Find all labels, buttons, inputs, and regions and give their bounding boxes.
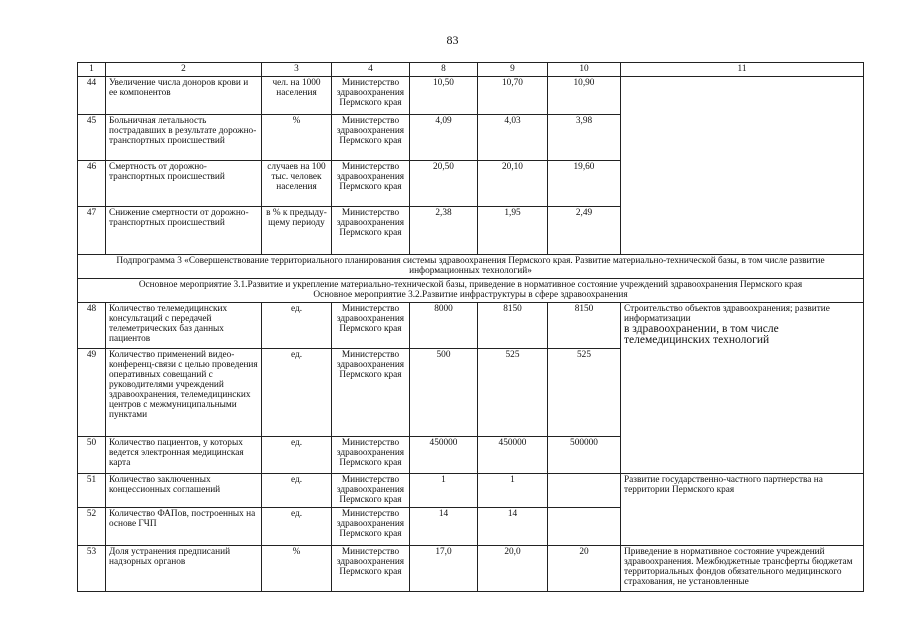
table-row — [78, 303, 864, 349]
table-row — [78, 474, 864, 508]
value-col10: 8150 — [548, 303, 621, 349]
responsible-org: Министерство здравоохранения Пермского края — [332, 508, 410, 546]
responsible-org: Министерство здравоохранения Пермского края — [332, 207, 410, 255]
header-cell: 8 — [410, 63, 478, 77]
responsible-org: Министерство здравоохранения Пермского края — [332, 161, 410, 207]
value-col10 — [548, 474, 621, 508]
header-cell: 3 — [262, 63, 332, 77]
indicator-name: Количество пациентов, у которых ведется электронная медицинская карта — [106, 437, 262, 474]
responsible-org: Министерство здравоохранения Пермского края — [332, 546, 410, 592]
indicators-table — [77, 62, 864, 592]
value-col10: 20 — [548, 546, 621, 592]
responsible-org: Министерство здравоохранения Пермского края — [332, 349, 410, 437]
unit: в % к предыду-щему периоду — [262, 207, 332, 255]
value-col9: 8150 — [478, 303, 548, 349]
note-51: Развитие государственно-частного партнерства на территории Пермского края — [621, 474, 864, 546]
row-number: 48 — [78, 303, 106, 349]
value-col10 — [548, 508, 621, 546]
unit: ед. — [262, 437, 332, 474]
value-col10: 2,49 — [548, 207, 621, 255]
header-row — [78, 63, 864, 77]
unit: случаев на 100 тыс. человек населения — [262, 161, 332, 207]
responsible-org: Министерство здравоохранения Пермского края — [332, 303, 410, 349]
header-cell: 9 — [478, 63, 548, 77]
header-cell: 11 — [621, 63, 864, 77]
value-col9: 450000 — [478, 437, 548, 474]
indicator-name: Количество заключенных концессионных соглашений — [106, 474, 262, 508]
value-col8: 4,09 — [410, 115, 478, 161]
value-col8: 20,50 — [410, 161, 478, 207]
row-number: 47 — [78, 207, 106, 255]
unit: ед. — [262, 349, 332, 437]
indicator-name: Больничная летальность пострадавших в результате дорожно-транспортных происшествий — [106, 115, 262, 161]
value-col9: 14 — [478, 508, 548, 546]
indicator-name: Доля устранения предписаний надзорных органов — [106, 546, 262, 592]
responsible-org: Министерство здравоохранения Пермского края — [332, 437, 410, 474]
unit: чел. на 1000 населения — [262, 77, 332, 115]
header-cell: 2 — [106, 63, 262, 77]
value-col9: 1 — [478, 474, 548, 508]
value-col10: 525 — [548, 349, 621, 437]
value-col9: 1,95 — [478, 207, 548, 255]
note-48-large: в здравоохранении, в том числе телемедицинских технологий — [624, 323, 779, 346]
responsible-org: Министерство здравоохранения Пермского края — [332, 115, 410, 161]
notes-empty — [621, 77, 864, 255]
header-cell: 1 — [78, 63, 106, 77]
value-col10: 500000 — [548, 437, 621, 474]
indicator-name: Увеличение числа доноров крови и ее компонентов — [106, 77, 262, 115]
note-48-small: Строительство объектов здравоохранения; развитие информатизации — [624, 304, 830, 324]
value-col8: 1 — [410, 474, 478, 508]
value-col8: 10,50 — [410, 77, 478, 115]
value-col9: 525 — [478, 349, 548, 437]
value-col8: 14 — [410, 508, 478, 546]
value-col9: 20,10 — [478, 161, 548, 207]
indicator-name: Снижение смертности от дорожно-транспортных происшествий — [106, 207, 262, 255]
row-number: 52 — [78, 508, 106, 546]
value-col8: 2,38 — [410, 207, 478, 255]
unit: % — [262, 546, 332, 592]
main-event-2: Основное мероприятие 3.2.Развитие инфраструктуры в сфере здравоохранения — [313, 290, 628, 300]
unit: ед. — [262, 474, 332, 508]
table-row — [78, 77, 864, 115]
indicator-name: Количество применений видео-конференц-связи с целью проведения оперативных совещаний с руководителями учреждений здравоохранения, телемедицинских центров с межмуниципальными пунктами — [106, 349, 262, 437]
page-number: 83 — [446, 33, 459, 47]
value-col9: 10,70 — [478, 77, 548, 115]
row-number: 53 — [78, 546, 106, 592]
value-col8: 17,0 — [410, 546, 478, 592]
row-number: 45 — [78, 115, 106, 161]
main-event-title — [78, 279, 864, 303]
value-col10: 10,90 — [548, 77, 621, 115]
responsible-org: Министерство здравоохранения Пермского края — [332, 474, 410, 508]
note-53: Приведение в нормативное состояние учреждений здравоохранения. Межбюджетные трансферты бюджетам территориальных фондов обязательного медицинского страхования, не установленные — [621, 546, 864, 592]
value-col9: 4,03 — [478, 115, 548, 161]
unit: ед. — [262, 508, 332, 546]
header-cell: 10 — [548, 63, 621, 77]
table-row — [78, 546, 864, 592]
responsible-org: Министерство здравоохранения Пермского края — [332, 77, 410, 115]
indicator-name: Количество ФАПов, построенных на основе ГЧП — [106, 508, 262, 546]
row-number: 49 — [78, 349, 106, 437]
value-col8: 8000 — [410, 303, 478, 349]
subprogram-row — [78, 255, 864, 279]
value-col10: 19,60 — [548, 161, 621, 207]
unit: ед. — [262, 303, 332, 349]
note-cell — [621, 303, 864, 474]
value-col8: 500 — [410, 349, 478, 437]
row-number: 51 — [78, 474, 106, 508]
main-event-row — [78, 279, 864, 303]
unit: % — [262, 115, 332, 161]
main-event-1: Основное мероприятие 3.1.Развитие и укрепление материально-технической базы, приведение в нормативное состояние учреждений здравоохранения Пермского края — [138, 280, 803, 290]
row-number: 50 — [78, 437, 106, 474]
value-col9: 20,0 — [478, 546, 548, 592]
indicator-name: Смертность от дорожно-транспортных происшествий — [106, 161, 262, 207]
header-cell: 4 — [332, 63, 410, 77]
value-col10: 3,98 — [548, 115, 621, 161]
row-number: 44 — [78, 77, 106, 115]
row-number: 46 — [78, 161, 106, 207]
indicator-name: Количество телемедицинских консультаций с передачей телеметрических баз данных пациентов — [106, 303, 262, 349]
subprogram-title: Подпрограмма 3 «Совершенствование территориального планирования системы здравоохранения Пермского края. Развитие материально-технической базы, в том числе развитие информационных технологий» — [78, 255, 864, 279]
value-col8: 450000 — [410, 437, 478, 474]
